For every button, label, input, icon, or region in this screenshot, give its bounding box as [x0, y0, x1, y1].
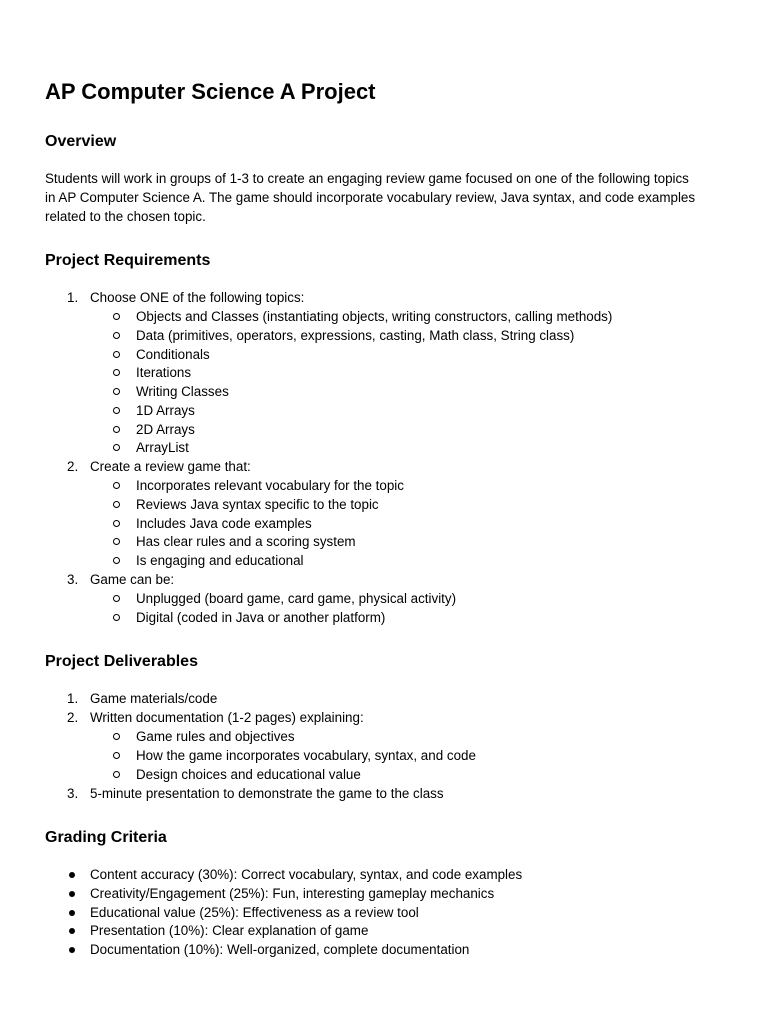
list-number: 1.	[67, 691, 79, 706]
sub-list-item: Includes Java code examples	[136, 516, 312, 531]
grading-criterion: Creativity/Engagement (25%): Fun, interesting gameplay mechanics	[90, 886, 495, 901]
sub-list-item: Game rules and objectives	[136, 729, 295, 744]
page-title: AP Computer Science A Project	[45, 79, 376, 104]
requirements-heading: Project Requirements	[45, 252, 211, 269]
sub-list-item: Is engaging and educational	[136, 553, 304, 568]
hollow-bullet-icon	[113, 557, 120, 564]
hollow-bullet-icon	[113, 313, 120, 320]
grading-criterion: Documentation (10%): Well-organized, complete documentation	[90, 942, 470, 957]
hollow-bullet-icon	[113, 444, 120, 451]
sub-list-item: Iterations	[136, 365, 192, 380]
hollow-bullet-icon	[113, 426, 120, 433]
list-number: 2.	[67, 710, 79, 725]
overview-paragraph	[45, 170, 735, 226]
filled-bullet-icon	[69, 928, 75, 934]
sub-list-item: How the game incorporates vocabulary, syntax, and code	[136, 748, 476, 763]
list-item: Create a review game that:	[90, 459, 251, 474]
grading-criterion: Presentation (10%): Clear explanation of game	[90, 923, 369, 938]
hollow-bullet-icon	[113, 388, 120, 395]
sub-list-item: Unplugged (board game, card game, physical activity)	[136, 591, 457, 606]
hollow-bullet-icon	[113, 538, 120, 545]
filled-bullet-icon	[69, 910, 75, 916]
sub-list-item: 2D Arrays	[136, 422, 195, 437]
list-number: 1.	[67, 290, 79, 305]
list-item: Game materials/code	[90, 691, 218, 706]
sub-list-item: 1D Arrays	[136, 403, 195, 418]
grading-criterion: Educational value (25%): Effectiveness as a review tool	[90, 905, 419, 920]
hollow-bullet-icon	[113, 595, 120, 602]
grading-heading: Grading Criteria	[45, 829, 167, 846]
hollow-bullet-icon	[113, 482, 120, 489]
sub-list-item: Has clear rules and a scoring system	[136, 534, 356, 549]
sub-list-item: Data (primitives, operators, expressions, casting, Math class, String class)	[136, 328, 575, 343]
hollow-bullet-icon	[113, 407, 120, 414]
list-number: 2.	[67, 459, 79, 474]
sub-list-item: Writing Classes	[136, 384, 229, 399]
list-number: 3.	[67, 572, 79, 587]
hollow-bullet-icon	[113, 771, 120, 778]
hollow-bullet-icon	[113, 332, 120, 339]
hollow-bullet-icon	[113, 614, 120, 621]
hollow-bullet-icon	[113, 369, 120, 376]
filled-bullet-icon	[69, 872, 75, 878]
overview-line: Students will work in groups of 1-3 to create an engaging review game focused on one of the following topics	[45, 171, 689, 186]
grading-criterion: Content accuracy (30%): Correct vocabulary, syntax, and code examples	[90, 867, 523, 882]
sub-list-item: Objects and Classes (instantiating objects, writing constructors, calling methods)	[136, 309, 613, 324]
deliverables-heading: Project Deliverables	[45, 653, 198, 670]
list-item: 5-minute presentation to demonstrate the game to the class	[90, 786, 444, 801]
sub-list-item: ArrayList	[136, 440, 189, 455]
hollow-bullet-icon	[113, 733, 120, 740]
filled-bullet-icon	[69, 947, 75, 953]
hollow-bullet-icon	[113, 501, 120, 508]
hollow-bullet-icon	[113, 351, 120, 358]
list-number: 3.	[67, 786, 79, 801]
sub-list-item: Incorporates relevant vocabulary for the topic	[136, 478, 404, 493]
overview-line: in AP Computer Science A. The game should incorporate vocabulary review, Java syntax, and code examples	[45, 189, 696, 205]
list-item: Game can be:	[90, 572, 175, 587]
sub-list-item: Reviews Java syntax specific to the topic	[136, 497, 379, 512]
filled-bullet-icon	[69, 891, 75, 897]
sub-list-item: Conditionals	[136, 347, 210, 362]
sub-list-item: Design choices and educational value	[136, 767, 361, 782]
hollow-bullet-icon	[113, 520, 120, 527]
sub-list-item: Digital (coded in Java or another platform)	[136, 610, 386, 625]
list-item: Choose ONE of the following topics:	[90, 290, 305, 305]
overview-line: related to the chosen topic.	[45, 208, 206, 224]
list-item: Written documentation (1-2 pages) explaining:	[90, 710, 364, 725]
overview-heading: Overview	[45, 133, 117, 150]
hollow-bullet-icon	[113, 752, 120, 759]
